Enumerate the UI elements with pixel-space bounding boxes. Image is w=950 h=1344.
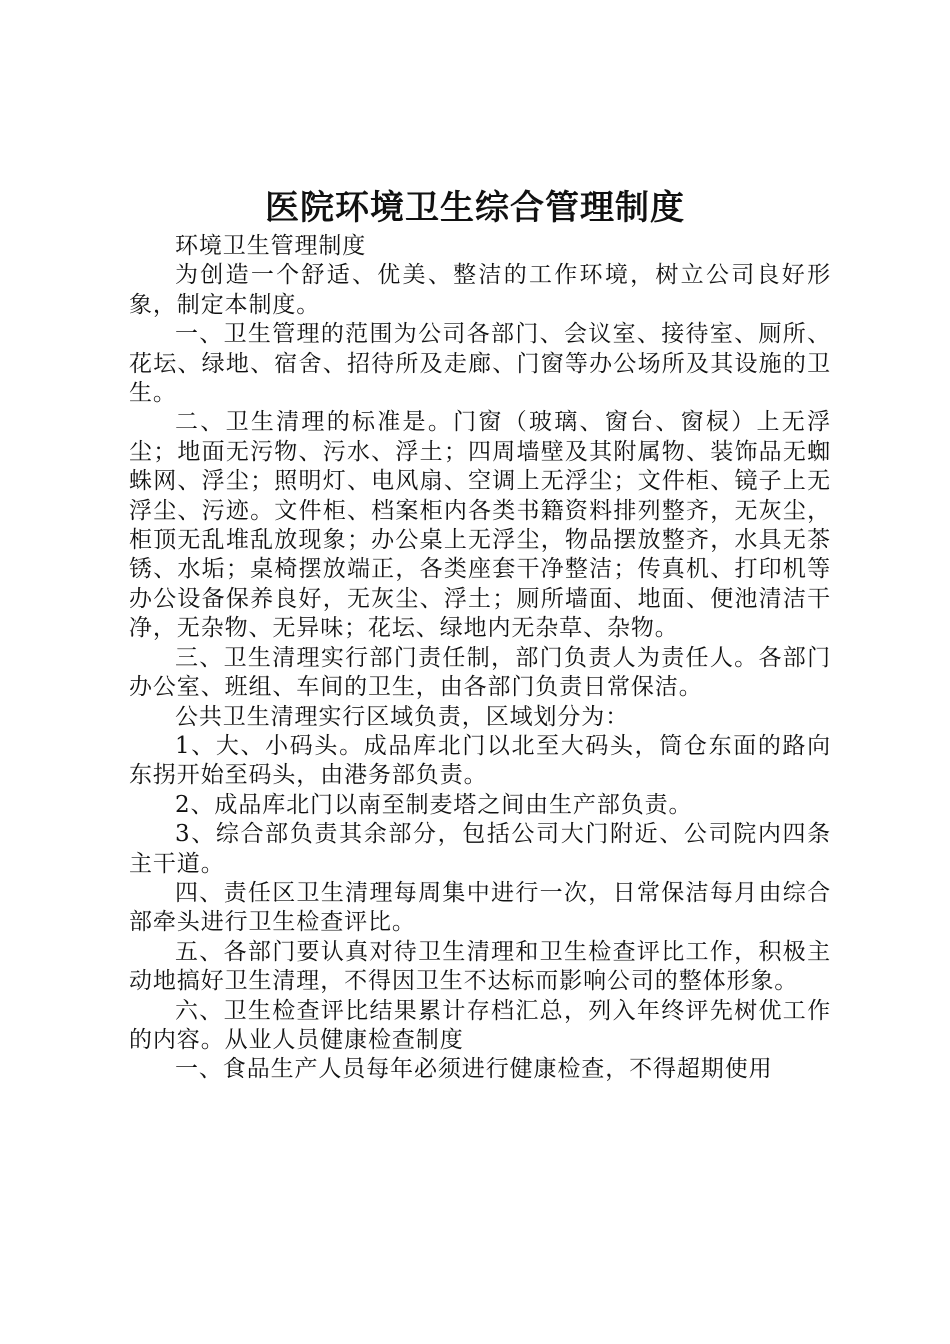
intro-paragraph: 为创造一个舒适、优美、整洁的工作环境，树立公司良好形象，制定本制度。 bbox=[129, 262, 831, 318]
area-item-3: 3、综合部负责其余部分，包括公司大门附近、公司院内四条主干道。 bbox=[129, 821, 831, 877]
scope-paragraph: 一、卫生管理的范围为公司各部门、会议室、接待室、厕所、花坛、绿地、宿舍、招待所及走廊、门窗等办公场所及其设施的卫生。 bbox=[129, 321, 831, 407]
area-item-2: 2、成品库北门以南至制麦塔之间由生产部负责。 bbox=[175, 791, 693, 818]
document-body bbox=[129, 232, 831, 1085]
attitude-paragraph: 五、各部门要认真对待卫生清理和卫生检查评比工作，积极主动地搞好卫生清理，不得因卫生不达标而影响公司的整体形象。 bbox=[129, 938, 831, 995]
document-title: 医院环境卫生综合管理制度 bbox=[265, 188, 685, 228]
inspection-paragraph: 四、责任区卫生清理每周集中进行一次，日常保洁每月由综合部牵头进行卫生检查评比。 bbox=[129, 879, 831, 936]
area-division-paragraph: 公共卫生清理实行区域负责，区域划分为： bbox=[175, 703, 630, 730]
responsibility-paragraph: 三、卫生清理实行部门责任制，部门负责人为责任人。各部门办公室、班组、车间的卫生，由各部门负责日常保洁。 bbox=[129, 644, 831, 701]
health-check-paragraph: 一、食品生产人员每年必须进行健康检查，不得超期使用 bbox=[175, 1056, 773, 1083]
standard-paragraph: 二、卫生清理的标准是。门窗（玻璃、窗台、窗棂）上无浮尘；地面无污物、污水、浮土；四周墙壁及其附属物、装饰品无蜘蛛网、浮尘；照明灯、电风扇、空调上无浮尘；文件柜、镜子上无浮尘、污迹。文件柜、档案柜内各类书籍资料排列整齐，无灰尘，柜顶无乱堆乱放现象；办公桌上无浮尘，物品摆放整齐，水具无茶锈、水垢；桌椅摆放端正，各类座套干净整洁；传真机、打印机等办公设备保养良好，无灰尘、浮土；厕所墙面、地面、便池清洁干净，无杂物、无异味；花坛、绿地内无杂草、杂物。 bbox=[129, 409, 831, 642]
area-item-1: 1、大、小码头。成品库北门以北至大码头，筒仓东面的路向东拐开始至码头，由港务部负责。 bbox=[129, 732, 831, 789]
archive-paragraph: 六、卫生检查评比结果累计存档汇总，列入年终评先树优工作的内容。从业人员健康检查制度 bbox=[129, 997, 831, 1053]
subtitle-paragraph: 环境卫生管理制度 bbox=[175, 233, 367, 259]
